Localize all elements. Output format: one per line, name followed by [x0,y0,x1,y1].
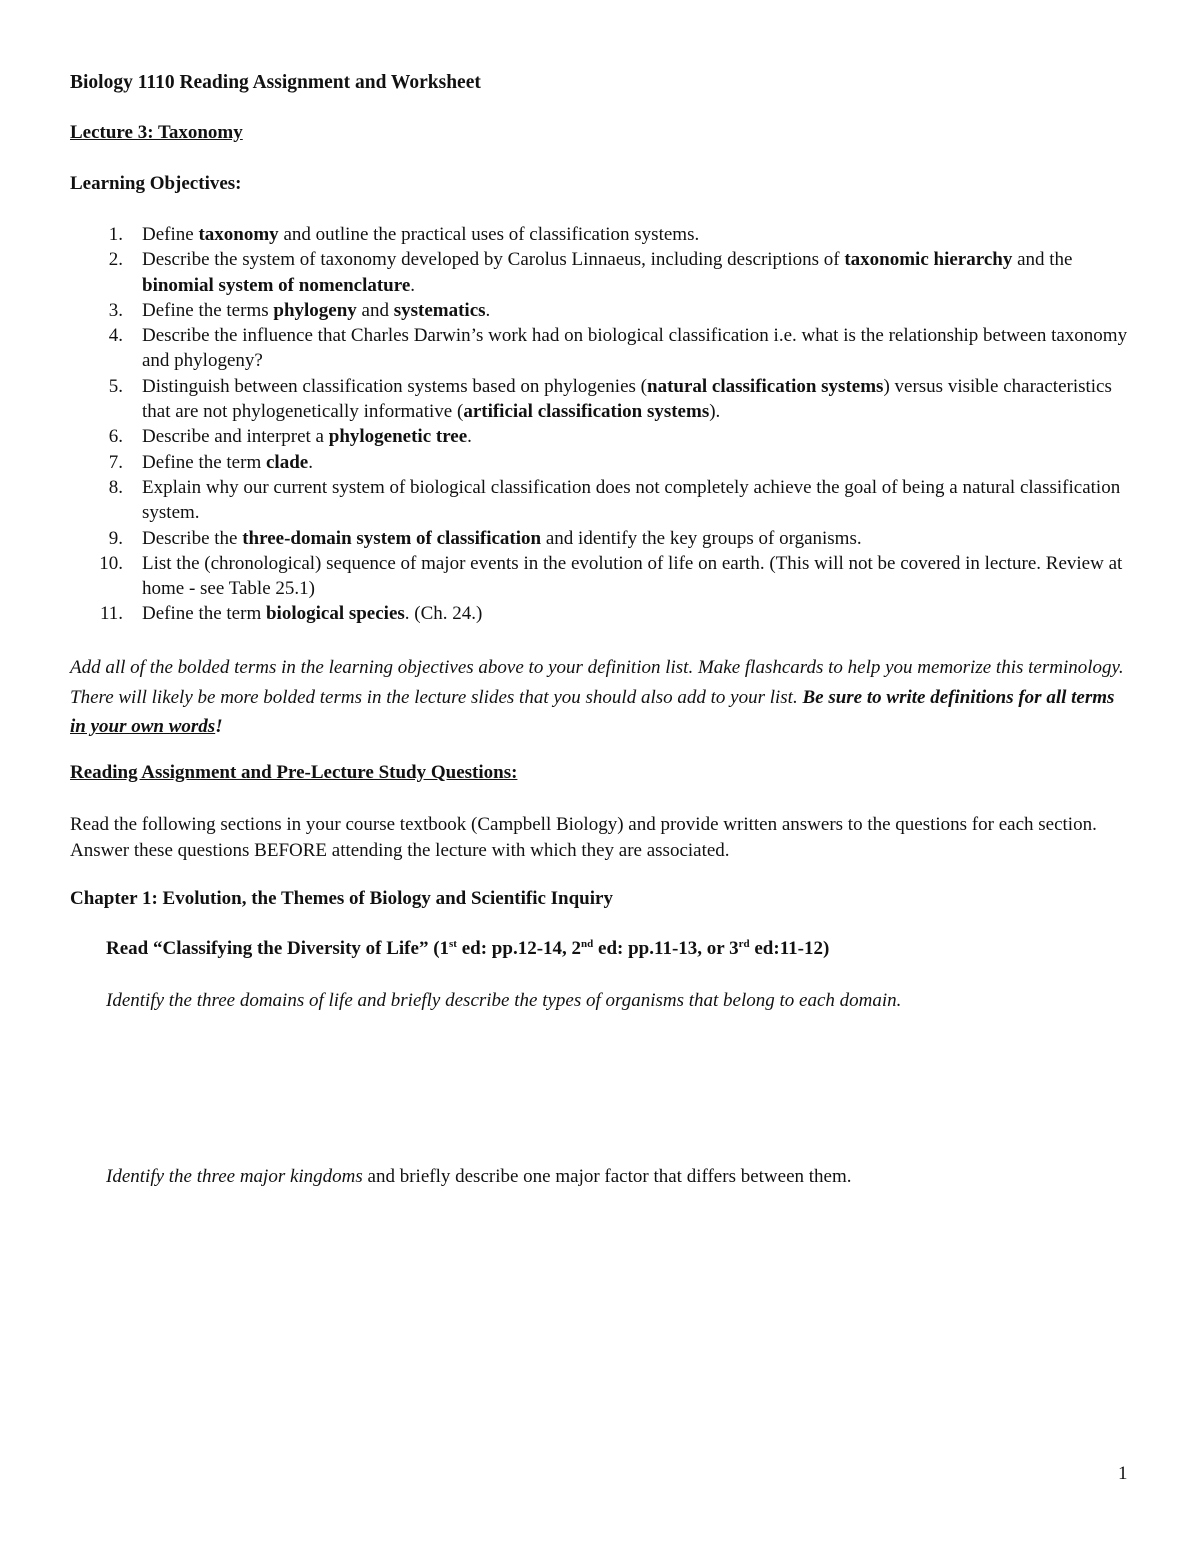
objectives-list [70,222,1130,627]
lecture-heading: Lecture 3: Taxonomy [70,122,243,143]
objective-text: . (Ch. 24.) [404,603,483,625]
objective-text: and the [1012,249,1073,271]
objective-text: . [410,274,416,296]
objective-number: 7. [108,451,123,473]
objective-text: Describe the influence that Charles Darwin’s work had on biological classification i.e. what is the relationship between taxonomy and phylogeny? [142,325,1128,372]
objective-text: ) versus visible characteristics that are not phylogenetically informative ( [142,375,1112,423]
bold-term: systematics [393,299,486,321]
objective-number: 9. [108,527,123,549]
objective-item [70,551,1130,602]
objective-item [70,475,1130,526]
objective-item [70,601,1130,626]
bold-term: clade [265,451,309,473]
objective-item [70,298,1130,323]
reading-heading: Reading Assignment and Pre-Lecture Study Questions: [70,762,518,783]
objective-text: Distinguish between classification systems based on phylogenies ( [142,375,647,397]
objective-number: 10. [99,552,123,574]
question-domains: Identify the three domains of life and briefly describe the types of organisms that belong to each domain. [106,990,902,1011]
note-emphasis-prefix: Be sure to write definitions for all terms [802,686,1115,708]
objective-item [70,247,1130,298]
bold-term: binomial system of nomenclature [142,274,411,296]
reading-reference-part: Read “Classifying the Diversity of Life” (1 [106,938,450,959]
objective-text: and identify the key groups of organisms. [541,527,862,549]
objective-text: Define [142,224,199,245]
note-emphasis-underlined: in your own words [70,716,216,737]
chapter-heading: Chapter 1: Evolution, the Themes of Biology and Scientific Inquiry [70,888,613,909]
edition-superscript: st [449,938,457,950]
objective-text: and [356,299,394,321]
bold-term: taxonomic hierarchy [844,249,1013,271]
objective-number: 11. [99,603,123,625]
page-number: 1 [1118,1463,1128,1484]
objective-text: . [467,426,472,448]
objective-text: Describe the [142,527,243,549]
objective-text: Describe the system of taxonomy developed by Carolus Linnaeus, including descriptions of [142,249,845,271]
objective-text: and outline the practical uses of classification systems. [278,224,700,245]
question-kingdoms-italic: Identify the three major kingdoms [106,1166,363,1187]
objective-number: 2. [108,249,123,271]
bold-term: phylogeny [273,299,357,321]
objective-text: Describe and interpret a [142,426,329,448]
edition-superscript: rd [738,938,750,950]
objectives-heading: Learning Objectives: [70,173,242,194]
objective-item [70,450,1130,475]
objective-number: 5. [108,375,123,397]
objective-text: . [308,451,313,473]
question-kingdoms [106,1166,852,1188]
objective-number: 8. [108,476,123,498]
objective-text: Explain why our current system of biological classification does not completely achieve the goal of being a natural classification system. [142,476,1121,524]
objective-text: Define the terms [142,299,274,321]
reading-reference-part: ed: pp.11-13, or 3 [593,938,739,959]
objective-text: ). [709,401,721,423]
objective-text: Define the term [142,451,266,473]
bold-term: three-domain system of classification [242,527,542,549]
note-text: Add all of the bolded terms in the learning objectives above to your definition list. Make flashcards to help you memorize this terminology. There will likely be more bolded terms in the lecture slides that you should also add to your list. [70,657,1124,708]
objective-number: 3. [108,299,123,321]
bold-term: natural classification systems [647,375,884,397]
objective-text: Define the term [142,603,266,625]
note-emphasis-suffix: ! [215,716,223,737]
objective-number: 6. [108,426,123,448]
objective-number: 1. [108,224,123,245]
reading-intro: Read the following sections in your course textbook (Campbell Biology) and provide written answers to the questions for each section. Answer these questions BEFORE attending the lecture with which they are associated. [70,814,1097,861]
objective-item [70,526,1130,551]
objective-item [70,323,1130,374]
reading-reference-part: ed: pp.12-14, 2 [456,938,582,959]
objective-text: . [485,299,491,321]
reading-reference-part: ed:11-12) [749,938,830,959]
reading-reference [106,938,829,960]
bold-term: artificial classification systems [463,401,710,423]
objective-item [70,424,1130,449]
objective-item [70,222,1130,247]
objective-text: List the (chronological) sequence of major events in the evolution of life on earth. (This will not be covered in lecture. Review at home - see Table 25.1) [142,552,1123,600]
objective-item [70,374,1130,425]
definition-note [70,653,1130,742]
bold-term: biological species [265,603,405,625]
bold-term: taxonomy [198,224,279,245]
edition-superscript: nd [581,938,594,950]
question-kingdoms-rest: and briefly describe one major factor that differs between them. [362,1166,852,1187]
objective-number: 4. [108,325,123,347]
document-title: Biology 1110 Reading Assignment and Worksheet [70,72,481,93]
bold-term: phylogenetic tree [328,426,468,448]
